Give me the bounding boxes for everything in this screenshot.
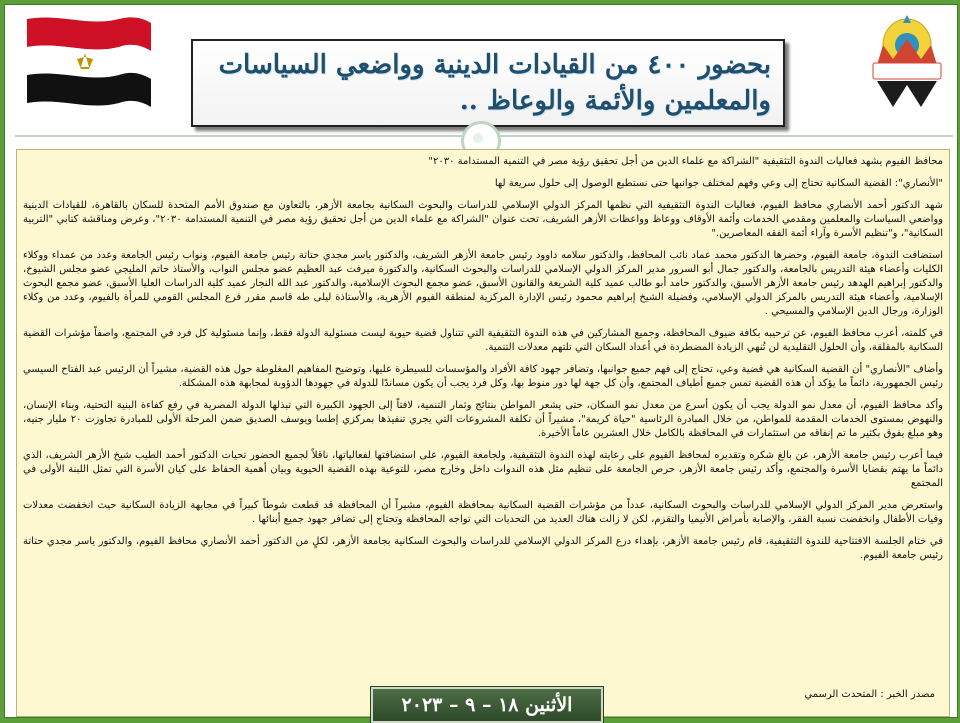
- headline-box: [191, 39, 785, 127]
- egypt-flag-icon: [19, 13, 155, 123]
- article-paragraph: شهد الدكتور أحمد الأنصاري محافظ الفيوم، فعاليات الندوة التثقيفية التي نظمها المركز الدولي الإسلامي للدراسات والبحوث السكانية بجامعة الأزهر، بالتعاون مع صندوق الأمم المتحدة للسكان بالقاهرة، للقيادات الدينية وواضعي السياسات والمعلمين ومقدمي الخدمات وأئمة الأوقاف ووعاظ وواعظات الأزهر الشريف، تحت عنوان "الشراكة مع علماء الدين من أجل تحقيق رؤية مصر في التنمية المستدامة ٢٠٣٠"، وعرض ومناقشة كتابي "التربية السكانية"، و"تنظيم الأسرة وآراء أئمة الفقه المعاصرين.": [23, 200, 944, 239]
- article-paragraph: محافظ الفيوم يشهد فعاليات الندوة التثقيفية "الشراكة مع علماء الدين من أجل تحقيق رؤية مصر في التنمية المستدامة ٢٠٣٠": [428, 156, 943, 167]
- date-badge: الأثنين ١٨ – ٩ – ٢٠٢٣: [371, 687, 603, 723]
- article-paragraph: استضافت الندوة، جامعة الفيوم، وحضرها الدكتور محمد عماد نائب المحافظ، والدكتور سلامه داوود رئيس جامعة الأزهر الشريف، والدكتور ياسر مجدي حتاتة رئيس جامعة الفيوم، ونواب رئيس الجامعة وعدد من عمداء ووكلاء الكليات وأعضاء هيئة التدريس بالجامعة، والدكتور جمال أبو السرور مدير المركز الدولي الإسلامي للدراسات والبحوث السكانية، والدكتورة ميرفت عبد العظيم عضو مجلس النواب، والأستاذ حاتم المليجي عضو مجلس الشيوخ، والدكتور إبراهيم الهدهد رئيس جامعة الأزهر الأسبق، والدكتور حامد أبو طالب عميد كلية الشريعة والقانون الأسبق، عضو مجمع البحوث الإسلامية، والدكتور عبد الله النجار عميد كلية الدراسات العليا الأسبق، عضو مجمع البحوث الإسلامية، وأعضاء هيئة التدريس بالمركز الدولي الإسلامي، وفضيلة الشيخ إبراهيم محمود رئيس الإدارة المركزية لمنطقة الفيوم الأزهرية، والأستاذة ليلى طه قاسم مقرر فرع المجلس القومي للمرأة بالفيوم، وعدد من وكلاء الوزارة، ورجال الدين الإسلامي والمسيحي .: [23, 250, 943, 317]
- article-paragraph: في ختام الجلسة الافتتاحية للندوة التثقيفية، قام رئيس جامعة الأزهر، بإهداء درع المركز الدولي الإسلامي للدراسات والبحوث السكانية بجامعة الأزهر، لكلٍ من الدكتور أحمد الأنصاري محافظ الفيوم، والدكتور ياسر مجدي حتاتة رئيس جامعة الفيوم.: [23, 536, 943, 561]
- headline-line-2: والمعلمين والأئمة والوعاظ ..: [459, 86, 771, 116]
- article-paragraph: فيما أعرب رئيس جامعة الأزهر، عن بالغ شكره وتقديره لمحافظ الفيوم على رعايته لهذه الندوة التثقيفية، ولجامعة الفيوم، على استضافتها لفعالياتها، ناقلاً لجميع الحضور تحيات الدكتور أحمد الطيب شيخ الأزهر الشريف، الذي دائماً ما يهتم بقضايا الأسرة والمجتمع، وأكد رئيس جامعة الأزهر، حرص الجامعة على تنظيم مثل هذه الندوات داخل وخارج مصر، للتوعية بهذه القضية الحيوية وبيان أهمية الحفاظ على كيان الأسرة التي تمثل اللبنة الأولى في المجتمع: [23, 450, 943, 489]
- article-paragraph: "الأنصاري": القضية السكانية تحتاج إلى وعي وفهم لمختلف جوانبها حتى نستطيع الوصول إلى حلول سريعة لها: [494, 178, 943, 189]
- article-paragraph: واستعرض مدير المركز الدولي الإسلامي للدراسات والبحوث السكانية، عدداً من مؤشرات القضية السكانية بمحافظة الفيوم، مشيراً أن المحافظة قد قطعت شوطاً كبيراً في مجابهة الزيادة السكانية حيث انخفضت معدلات وفيات الأطفال وانخفضت نسبة الفقر، والإصابة بأمراض الأنيميا والتقزم، لكن لا زالت هناك العديد من التحديات التي تواجه المحافظة وتحتاج إلى تضافر جهود جميع أبنائها .: [23, 500, 943, 525]
- article-body: [16, 149, 950, 717]
- source-credit: مصدر الخبر : المتحدث الرسمي: [804, 689, 935, 700]
- logo-emblem-icon: [863, 15, 951, 113]
- article-paragraph: في كلمته، أعرب محافظ الفيوم، عن ترحيبه بكافة ضيوف المحافظة، وجميع المشاركين في هذه الندوة التثقيفية التي تتناول قضية حيوية ليست مسئولية الدولة فقط، وإنما مسئولية كل فرد في المجتمع، واصفاً مؤشرات القضية السكانية بالمقلقة، وأن الحلول التقليدية لن تُنهي الزيادة المضطردة في أعداد السكان التي تلتهم معدلات التنمية.: [23, 328, 943, 353]
- page-frame: [4, 4, 958, 718]
- fayoum-governorate-logo: [863, 15, 951, 113]
- headline-line-1: بحضور ٤٠٠ من القيادات الدينية وواضعي السياسات: [218, 50, 771, 80]
- article-paragraph: وأضاف "الأنصاري" أن القضية السكانية هي قضية وعي، تحتاج إلى فهم جميع جوانبها، وتضافر جهود كافة الأفراد والمؤسسات للسيطرة عليها، وتوضيح المفاهيم المغلوطة حول هذه القضية، مشيراً أن الرئيس عبد الفتاح السيسي رئيس الجمهورية، دائماً ما يؤكد أن هذه القضية تمس جميع أطياف المجتمع، وأن كل جهة لها دور منوط بها، وكل فرد يجب أن يكون مساندًا للدولة في جهودها الدؤوبة لمجابهة هذه المشكلة.: [23, 364, 943, 389]
- article-paragraph: وأكد محافظ الفيوم، أن معدل نمو الدولة يجب أن يكون أسرع من معدل نمو السكان، حتى يشعر المواطن بنتائج وثمار التنمية، لافتاً إلى الجهود الكبيرة التي تبذلها الدولة المصرية في رفع كفاءة البنية التحتية، وبناء الإنسان، والنهوض بمستوى الخدمات المقدمة للمواطن، من خلال المبادرة الرئاسية "حياة كريمة"، مشيراً أن تكلفة المشروعات التي يجري تنفيذها بمركزي إطسا ويوسف الصديق ضمن المرحلة الأولى للمبادرة تجاوزت ٢٠ مليار جنيه، وهو مبلغ يفوق بكثير ما تم إنفاقه من استثمارات في المحافظة بالكامل خلال العشرين عاماً الأخيرة.: [23, 400, 943, 439]
